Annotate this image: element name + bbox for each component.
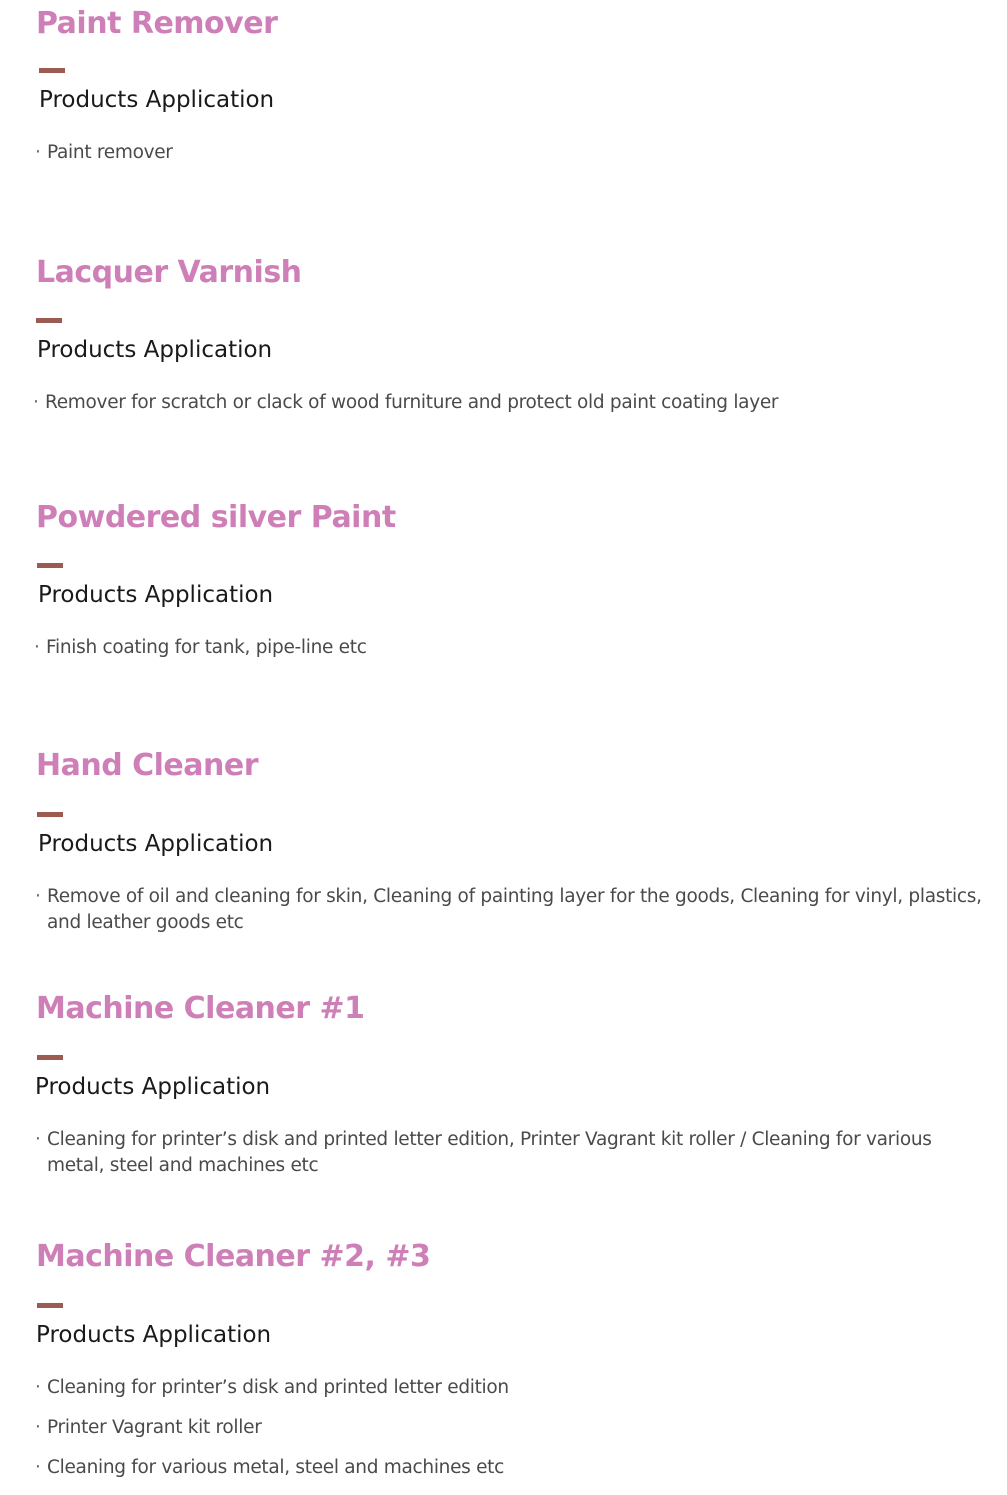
list-item-text: Finish coating for tank, pipe-line etc — [46, 637, 367, 658]
divider-rule — [37, 812, 63, 817]
list-item-text: Cleaning for printer’s disk and printed letter edition — [47, 1377, 509, 1398]
section-subtitle: Products Application — [36, 1322, 272, 1348]
list-item — [35, 1415, 995, 1441]
application-list — [35, 884, 995, 950]
section-title: Hand Cleaner — [36, 748, 259, 783]
list-item — [35, 1375, 995, 1401]
divider-rule — [37, 1303, 63, 1308]
bullet-icon: · — [35, 1129, 41, 1150]
bullet-icon: · — [35, 886, 41, 907]
list-item — [35, 1455, 995, 1481]
bullet-icon: · — [35, 1417, 41, 1438]
application-list — [33, 390, 993, 430]
bullet-icon: · — [34, 637, 40, 658]
application-list — [35, 140, 995, 180]
bullet-icon: · — [35, 142, 41, 163]
list-item-text: Paint remover — [47, 142, 173, 163]
section-title: Machine Cleaner #1 — [36, 991, 365, 1026]
section-subtitle: Products Application — [37, 337, 273, 363]
list-item-text: Remove of oil and cleaning for skin, Cleaning of painting layer for the goods, Cleaning for vinyl, plastics, and leather goods etc — [47, 886, 982, 933]
bullet-icon: · — [35, 1377, 41, 1398]
section-title: Machine Cleaner #2, #3 — [36, 1239, 431, 1274]
section-title: Powdered silver Paint — [36, 500, 396, 535]
application-list — [34, 635, 994, 675]
bullet-icon: · — [33, 392, 39, 413]
list-item — [33, 390, 993, 416]
divider-rule — [37, 1055, 63, 1060]
section-subtitle: Products Application — [38, 582, 274, 608]
list-item — [35, 1127, 975, 1179]
list-item-text: Remover for scratch or clack of wood furniture and protect old paint coating layer — [45, 392, 779, 413]
list-item-text: Printer Vagrant kit roller — [47, 1417, 262, 1438]
section-subtitle: Products Application — [39, 87, 275, 113]
list-item — [35, 140, 995, 166]
divider-rule — [36, 318, 62, 323]
list-item — [34, 635, 994, 661]
section-subtitle: Products Application — [35, 1074, 271, 1100]
bullet-icon: · — [35, 1457, 41, 1478]
list-item-text: Cleaning for printer’s disk and printed letter edition, Printer Vagrant kit roller / Cleaning for various metal, steel and machines etc — [47, 1129, 932, 1176]
divider-rule — [37, 563, 63, 568]
application-list — [35, 1375, 995, 1495]
list-item-text: Cleaning for various metal, steel and machines etc — [47, 1457, 504, 1478]
section-subtitle: Products Application — [38, 831, 274, 857]
section-title: Paint Remover — [36, 6, 278, 41]
application-list — [35, 1127, 975, 1193]
divider-rule — [39, 68, 65, 73]
section-title: Lacquer Varnish — [36, 255, 302, 290]
list-item — [35, 884, 995, 936]
